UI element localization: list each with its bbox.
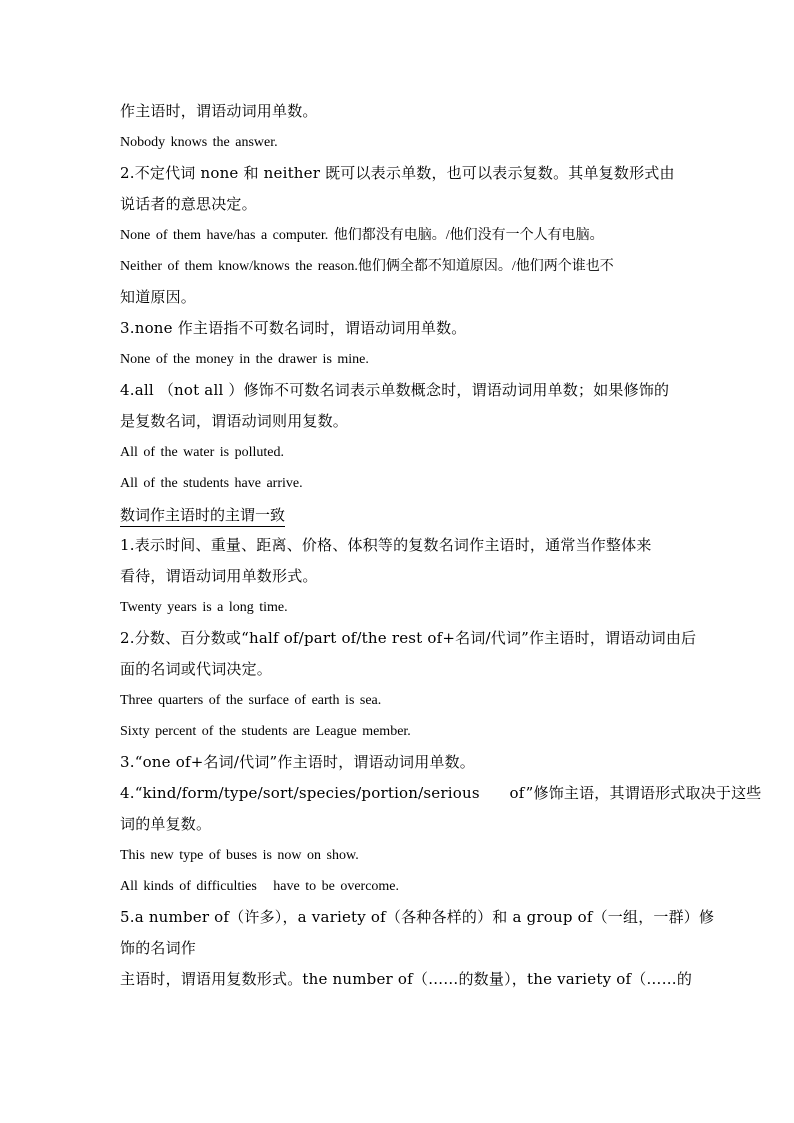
rule-item: 5.a number of（许多），a variety of（各种各样的）和 a group of（一组，一群）修 — [120, 908, 715, 926]
section-heading: 数词作主语时的主谓一致 — [120, 504, 285, 527]
text-line: 主语时，谓语用复数形式。the number of（……的数量），the variety of（……的 — [120, 970, 693, 988]
example-sentence: None of them have/has a computer. 他们都没有电脑。/他们没有一个人有电脑。 — [120, 228, 604, 243]
rule-item: 4.all （not all ）修饰不可数名词表示单数概念时，谓语动词用单数；如果修饰的 — [120, 381, 670, 399]
text-line: 作主语时，谓语动词用单数。 — [120, 102, 318, 120]
example-sentence: All of the water is polluted. — [120, 445, 284, 460]
text-line: 看待，谓语动词用单数形式。 — [120, 567, 318, 585]
example-sentence: Neither of them know/knows the reason.他们俩全都不知道原因。/他们两个谁也不 — [120, 259, 614, 274]
example-sentence: All of the students have arrive. — [120, 476, 303, 491]
text-line: 是复数名词，谓语动词则用复数。 — [120, 412, 349, 430]
example-sentence: Nobody knows the answer. — [120, 135, 278, 150]
rule-item: 3.“one of+名词/代词”作主语时，谓语动词用单数。 — [120, 753, 475, 771]
rule-item: 4.“kind/form/type/sort/species/portion/serious of”修饰主语，其谓语形式取决于这些 — [120, 784, 762, 802]
example-sentence: Twenty years is a long time. — [120, 600, 288, 615]
document-body — [120, 96, 762, 995]
rule-item: 3.none 作主语指不可数名词时，谓语动词用单数。 — [120, 319, 467, 337]
example-sentence: Sixty percent of the students are League member. — [120, 724, 411, 739]
rule-item: 2.分数、百分数或“half of/part of/the rest of+名词/代词”作主语时，谓语动词由后 — [120, 629, 697, 647]
rule-item: 1.表示时间、重量、距离、价格、体积等的复数名词作主语时，通常当作整体来 — [120, 536, 652, 554]
text-line: 说话者的意思决定。 — [120, 195, 257, 213]
section-heading-line — [120, 499, 676, 530]
rule-item: 2.不定代词 none 和 neither 既可以表示单数，也可以表示复数。其单复数形式由 — [120, 164, 675, 182]
example-sentence: None of the money in the drawer is mine. — [120, 352, 369, 367]
text-line: 饰的名词作 — [120, 939, 197, 957]
text-line: 词的单复数。 — [120, 815, 212, 833]
text-line: 面的名词或代词决定。 — [120, 660, 273, 678]
example-sentence: All kinds of difficulties have to be overcome. — [120, 879, 400, 894]
example-sentence: This new type of buses is now on show. — [120, 848, 359, 863]
example-sentence: Three quarters of the surface of earth is sea. — [120, 693, 382, 708]
text-line: 知道原因。 — [120, 288, 197, 306]
